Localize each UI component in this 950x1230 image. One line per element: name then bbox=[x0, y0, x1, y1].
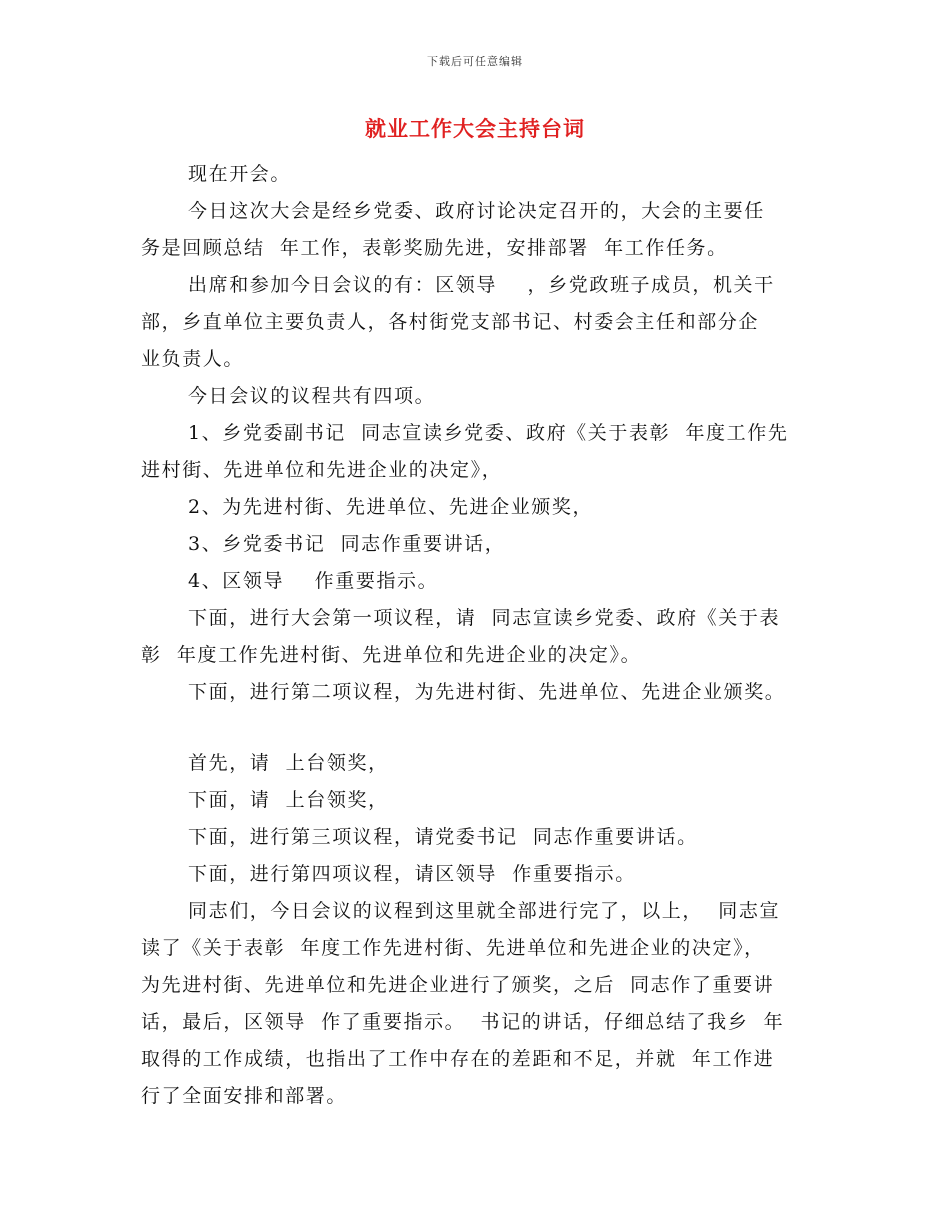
paragraph-line: 现在开会。 bbox=[188, 163, 292, 185]
paragraph-line: 1、乡党委副书记 同志宣读乡党委、政府《关于表彰 年度工作先 bbox=[188, 422, 789, 444]
paragraph-line: 业负责人。 bbox=[141, 348, 245, 370]
paragraph-line: 为先进村街、先进单位和先进企业进行了颁奖，之后 同志作了重要讲 bbox=[141, 974, 775, 996]
paragraph-line: 取得的工作成绩，也指出了工作中存在的差距和不足，并就 年工作进 bbox=[141, 1048, 775, 1070]
paragraph-line: 今日这次大会是经乡党委、政府讨论决定召开的，大会的主要任 bbox=[188, 200, 765, 222]
paragraph-line: 2、为先进村街、先进单位、先进企业颁奖， bbox=[188, 496, 594, 518]
paragraph-line: 出席和参加今日会议的有：区领导 ，乡党政班子成员，机关干 bbox=[188, 274, 775, 296]
paragraph-line: 下面，请 上台领奖， bbox=[188, 789, 389, 811]
paragraph-line: 3、乡党委书记 同志作重要讲话， bbox=[188, 533, 506, 555]
paragraph-line: 读了《关于表彰 年度工作先进村街、先进单位和先进企业的决定》， bbox=[141, 937, 765, 959]
paragraph-line: 行了全面安排和部署。 bbox=[141, 1085, 348, 1107]
paragraph-line: 4、区领导 作重要指示。 bbox=[188, 570, 439, 592]
header-note: 下载后可任意编辑 bbox=[427, 55, 523, 68]
paragraph-line: 今日会议的议程共有四项。 bbox=[188, 385, 436, 407]
paragraph-line: 部，乡直单位主要负责人，各村街党支部书记、村委会主任和部分企 bbox=[141, 311, 760, 333]
paragraph-line: 下面，进行第二项议程，为先进村街、先进单位、先进企业颁奖。 bbox=[188, 681, 786, 703]
paragraph-line: 同志们，今日会议的议程到这里就全部进行完了，以上， 同志宣 bbox=[188, 900, 781, 922]
paragraph-line: 下面，进行第三项议程，请党委书记 同志作重要讲话。 bbox=[188, 826, 698, 848]
paragraph-line: 彰 年度工作先进村街、先进单位和先进企业的决定》。 bbox=[141, 644, 642, 666]
paragraph-line: 下面，进行大会第一项议程，请 同志宣读乡党委、政府《关于表 bbox=[188, 607, 781, 629]
paragraph-line: 话，最后，区领导 作了重要指示。 书记的讲话，仔细总结了我乡 年 bbox=[141, 1011, 785, 1033]
paragraph-line: 务是回顾总结 年工作，表彰奖励先进，安排部署 年工作任务。 bbox=[141, 237, 728, 259]
paragraph-line: 下面，进行第四项议程，请区领导 作重要指示。 bbox=[188, 863, 636, 885]
document-title: 就业工作大会主持台词 bbox=[365, 116, 585, 141]
paragraph-line: 首先，请 上台领奖， bbox=[188, 752, 389, 774]
paragraph-line: 进村街、先进单位和先进企业的决定》， bbox=[141, 459, 503, 481]
